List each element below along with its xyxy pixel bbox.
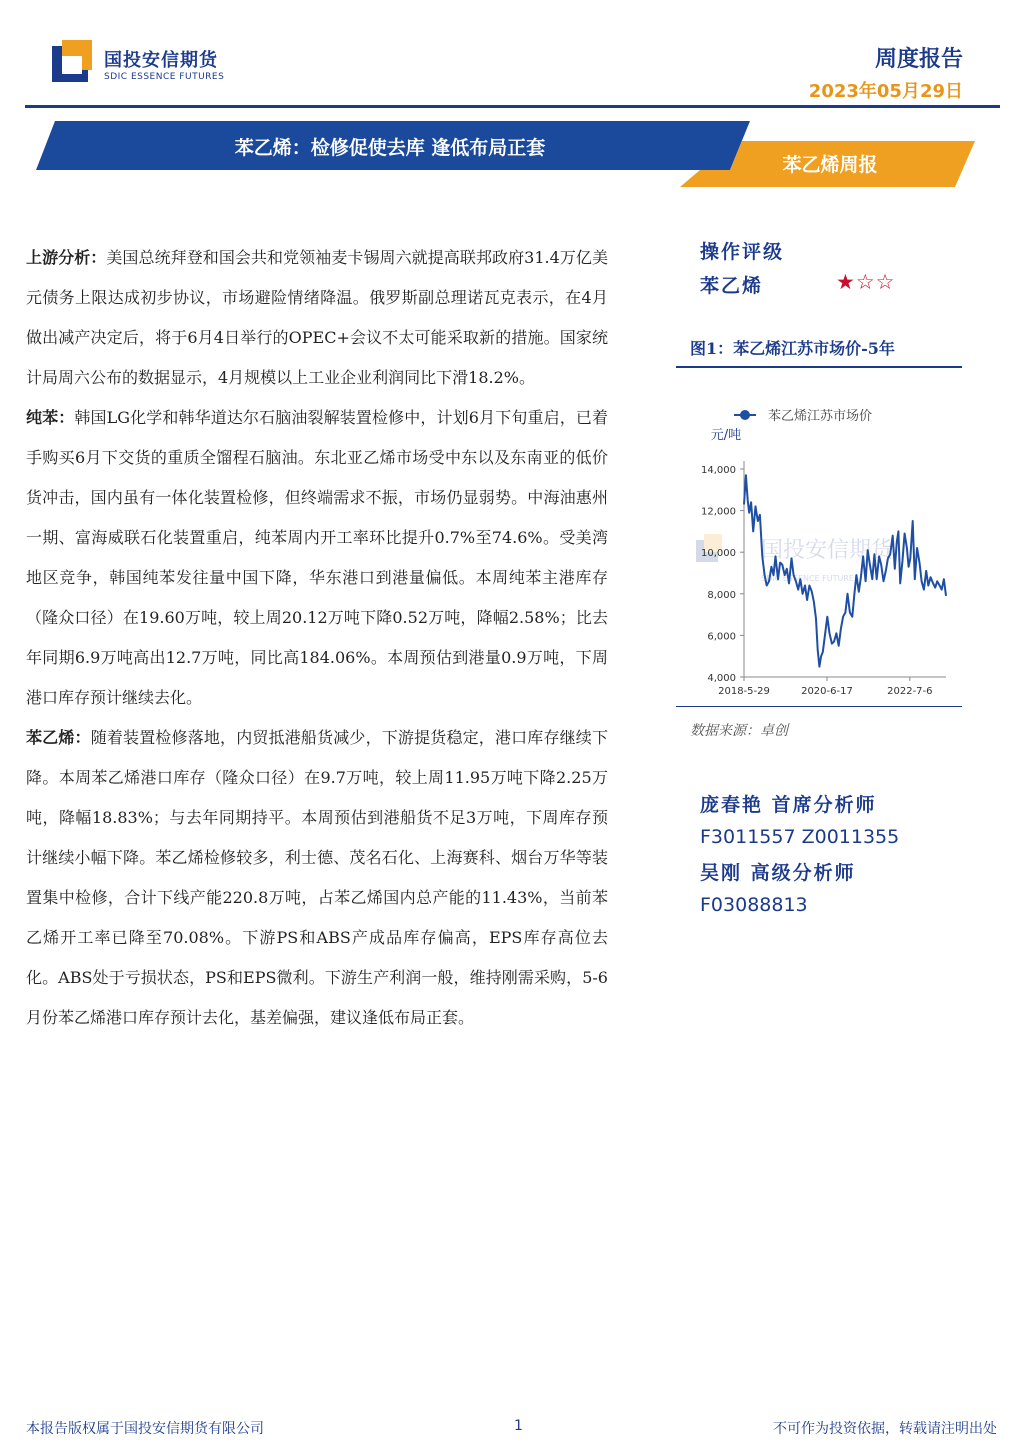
analysis-body <box>26 238 608 1038</box>
logo-chinese-name: 国投安信期货 <box>104 50 218 71</box>
paragraph-lead: 苯乙烯： <box>26 728 91 747</box>
svg-text:国投安信期货: 国投安信期货 <box>761 538 894 563</box>
paragraph-lead: 上游分析： <box>26 248 107 267</box>
analyst-license: F3011557 Z0011355 <box>700 826 900 848</box>
y-tick-label: 14,000 <box>701 465 736 476</box>
rating-product-label: 苯乙烯 <box>700 275 764 297</box>
paragraph-upstream <box>26 238 608 398</box>
price-line-chart <box>676 395 962 710</box>
page-number: 1 <box>514 1418 523 1434</box>
paragraph-lead: 纯苯： <box>26 408 75 427</box>
y-tick-label: 6,000 <box>707 631 736 643</box>
report-date: 2023年05月29日 <box>808 81 963 102</box>
company-logo <box>52 40 232 90</box>
x-tick-label: 2020-6-17 <box>801 686 853 697</box>
logo-english-name: SDIC ESSENCE FUTURES <box>104 72 225 82</box>
footer-disclaimer: 不可作为投资依据，转载请注明出处 <box>773 1421 997 1437</box>
report-title: 苯乙烯：检修促使去库 逢低布局正套 <box>234 137 546 159</box>
analyst-1 <box>700 790 899 848</box>
paragraph-benzene <box>26 398 608 718</box>
legend-label: 苯乙烯江苏市场价 <box>768 409 873 424</box>
analyst-license: F03088813 <box>700 894 808 916</box>
series-line-jiangsu-price <box>744 475 946 666</box>
figure-top-rule <box>676 366 962 368</box>
y-tick-label: 12,000 <box>701 506 736 518</box>
figure-bottom-rule <box>676 706 962 707</box>
y-tick-label: 4,000 <box>707 673 736 684</box>
paragraph-styrene <box>26 718 608 1038</box>
paragraph-text: 随着装置检修落地，内贸抵港船货减少，下游提货稳定，港口库存继续下降。本周苯乙烯港口库存（隆众口径）在9.7万吨，较上周11.95万吨下降2.25万吨，降幅18.83%；与去年同期持平。本周预估到港船货不足3万吨，下周库存预计继续小幅下降。苯乙烯检修较多，利士德、茂名石化、上海赛科、烟台万华等装置集中检修，合计下线产能220.8万吨，占苯乙烯国内总产能的11.43%，当前苯乙烯开工率已降至70.08%。下游PS和ABS产成品库存偏高，EPS库存高位去化。ABS处于亏损状态，PS和EPS微利。下游生产利润一般，维持刚需采购，5-6月份苯乙烯港口库存预计去化，基差偏强，建议逢低布局正套。 <box>26 728 608 1027</box>
y-tick-label: 10,000 <box>701 548 736 560</box>
x-tick-label: 2018-5-29 <box>718 686 770 697</box>
paragraph-text: 韩国LG化学和韩华道达尔石脑油裂解装置检修中，计划6月下旬重启，已着手购买6月下交货的重质全馏程石脑油。东北亚乙烯市场受中东以及东南亚的低价货冲击，国内虽有一体化装置检修，但终端需求不振，市场仍显弱势。中海油惠州一期、富海威联石化装置重启，纯苯周内开工率环比提升0.7%至74.6%。受美湾地区竞争，韩国纯苯发往量中国下降，华东港口到港量偏低。本周纯苯主港库存（隆众口径）在19.60万吨，较上周20.12万吨下降0.52万吨，降幅2.58%；比去年同期6.9万吨高出12.7万吨，同比高184.06%。本周预估到港量0.9万吨，下周港口库存预计继续去化。 <box>26 408 608 707</box>
paragraph-text: 美国总统拜登和国会共和党领袖麦卡锡周六就提高联邦政府31.4万亿美元债务上限达成初步协议，市场避险情绪降温。俄罗斯副总理诺瓦克表示，在4月做出减产决定后，将于6月4日举行的OPEC+会议不太可能采取新的措施。国家统计局周六公布的数据显示，4月规模以上工业企业利润同比下滑18.2%。 <box>26 248 608 387</box>
report-category-tag: 苯乙烯周报 <box>782 154 878 176</box>
rating-heading: 操作评级 <box>700 241 785 263</box>
header-divider <box>25 105 1000 108</box>
svg-text:SDIC ESSENCE FUTURES: SDIC ESSENCE FUTURES <box>761 574 860 583</box>
rating-stars: ★☆☆ <box>836 270 896 294</box>
chart-legend <box>734 408 872 424</box>
x-tick-label: 2022-7-6 <box>887 686 933 697</box>
figure-source: 数据来源：卓创 <box>690 723 788 739</box>
y-axis-unit: 元/吨 <box>710 428 742 443</box>
analyst-2 <box>700 858 856 916</box>
y-tick-label: 8,000 <box>707 589 736 601</box>
analyst-name: 吴刚 高级分析师 <box>700 862 856 884</box>
report-type: 周度报告 <box>874 47 963 72</box>
figure-title: 图1：苯乙烯江苏市场价-5年 <box>690 339 895 358</box>
analyst-name: 庞春艳 首席分析师 <box>700 794 877 816</box>
logo-mark-icon <box>52 40 96 84</box>
footer-copyright: 本报告版权属于国投安信期货有限公司 <box>26 1421 264 1437</box>
legend-marker <box>740 410 750 420</box>
